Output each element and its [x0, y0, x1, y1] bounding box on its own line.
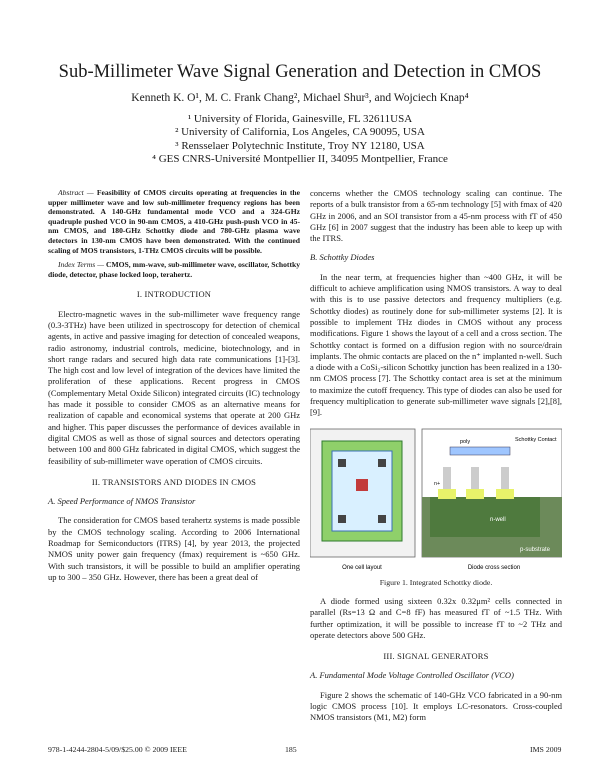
index-terms-label: Index Terms —: [58, 260, 104, 270]
n-well-cross-section: [430, 497, 540, 537]
nmos-paragraph: The consideration for CMOS based terahertz systems is made possible by the CMOS technology scaling. According to 2006 International Roadmap for Semiconductors (ITRS) [4], by year 2013, the projected NMOS unity power gain frequency (fmax) requirement is ~650 GHz. With such transistors, it will be possible to build an amplifier operating up to 300 – 350 GHz. However, there has been a great deal of: [48, 515, 300, 582]
right-column: [310, 188, 562, 732]
author-list: Kenneth K. O¹, M. C. Frank Chang², Michael Shur³, and Wojciech Knap⁴: [131, 92, 469, 104]
section-heading: III. SIGNAL GENERATORS: [383, 651, 489, 662]
subsection-heading: B. Schottky Diodes: [310, 252, 375, 263]
n-plus-label: n+: [434, 480, 441, 487]
n-well-label: n-well: [490, 516, 506, 523]
affiliation-1: ¹ University of Florida, Gainesville, FL 32611USA: [187, 113, 413, 125]
schottky-contact-label: Schottky Contact: [515, 436, 557, 443]
page-number: 185: [285, 745, 297, 754]
subsection-heading: A. Fundamental Mode Voltage Controlled Oscillator (VCO): [310, 670, 514, 681]
left-column: [48, 188, 300, 591]
figure-1: [310, 427, 562, 575]
footer-conference: IMS 2009: [530, 745, 562, 754]
affiliation-4: ⁴ GES CNRS-Université Montpellier II, 34095 Montpellier, France: [152, 152, 448, 165]
footer-copyright: 978-1-4244-2804-5/09/$25.00 © 2009 IEEE: [48, 745, 187, 754]
abstract: [48, 188, 300, 255]
vco-paragraph: Figure 2 shows the schematic of 140-GHz VCO fabricated in a 90-nm logic CMOS process [10]. It employs LC-resonators. Cross-coupled NMOS transistors (M1, M2) form: [310, 689, 562, 723]
intro-paragraph: Electro-magnetic waves in the sub-millimeter wave frequency range (0.3-3THz) have been utilized in spectroscopy for detection of chemical agents, in active and passive imaging for detection of concealed weapons, radio astronomy, industrial controls, medicine, biotechnology, and in short range radars and secured high data rate communications [1]-[3]. The high cost and low level of integration of the devices have limited the proliferation of these applications. Recent progress in CMOS (Complementary Metal Oxide Silicon) integrated circuits (IC) technology has made it possible to consider CMOS as an alternative means for realization of capable and economical systems that operate at 200 GHz and higher. This paper discusses the performance of devices available in digital CMOS as well as those of signal sources and detectors operating between 100 and 800 GHz fabricated in digital CMOS, which suggest the feasibility of sub-millimeter wave operation of CMOS circuits.: [48, 308, 300, 466]
layout-label: One cell layout: [342, 564, 382, 571]
cross-section-label: Diode cross section: [467, 564, 521, 571]
subsection-heading: A. Speed Performance of NMOS Transistor: [48, 496, 196, 507]
schottky-contact-square: [356, 479, 368, 491]
section-heading: II. TRANSISTORS AND DIODES IN CMOS: [91, 476, 257, 487]
affiliations: [0, 113, 600, 166]
diode-paragraph: A diode formed using sixteen 0.32x 0.32μm² cells connected in parallel (Rs=13 Ω and C=8 fF) has measured fT of ~1.5 THz. With further optimization, it will be possible to increase fT to ~2 THz and operate detectors above 500 GHz.: [310, 595, 562, 640]
abstract-text: Feasibility of CMOS circuits operating at frequencies in the upper millimeter wave and low sub-millimeter frequency regions has been demonstrated. A 140-GHz fundamental mode VCO and a 324-GHz quadruple pushed VCO in 90-nm CMOS, a 410-GHz push-push VCO in 45-nm CMOS, and 180-GHz Schottky diode and 780-GHz plasma wave detectors in 130-nm CMOS have been demonstrated. With the continued scaling of MOS transistors, 1-THz CMOS circuits will be possible.: [48, 188, 301, 255]
schottky-paragraph: In the near term, at frequencies higher than ~400 GHz, it will be difficult to achieve amplification using NMOS transistors. A way to deal with this is to use passive detectors and frequency multipliers (e.g. Schottky diodes) as routinely done for sub-millimeter systems [2]. It is possible to implement THz diodes in CMOS without any process modifications. Figure 1 shows the layout of a cell and a cross section. The Schottky contact is formed on a diffusion region with no source/drain implants. The ohmic contacts are placed on the n⁺ implanted n-well. Such a diode with a CoSi₂-silicon Schottky junction has been realized in a 130-nm CMOS process [7]. The Schottky contact area is set at the minimum to maximize the cutoff frequency. This type of diodes can also be used for frequency multiplication to generate sub-millimeter wave signals [2],[8],[9].: [310, 271, 562, 418]
index-terms-text: CMOS, mm-wave, sub-millimeter wave, oscillator, Schottky diode, detector, phase locked loop, terahertz.: [48, 260, 300, 279]
figure-caption: Figure 1. Integrated Schottky diode.: [379, 577, 493, 587]
poly-label: poly: [460, 438, 471, 445]
p-substrate-label: p-substrate: [520, 546, 551, 553]
paper-title: Sub-Millimeter Wave Signal Generation and Detection in CMOS: [58, 62, 542, 82]
affiliation-2: ² University of California, Los Angeles, CA 90095, USA: [175, 126, 425, 139]
abstract-label: Abstract —: [58, 188, 94, 197]
schottky-diode-figure: [310, 427, 562, 575]
index-terms: [48, 260, 300, 279]
continued-paragraph: concerns whether the CMOS technology scaling can continue. The reports of a bulk transistor from a 65-nm technology [5] with fmax of 420 GHz in 2006, and an SOI transistor from a 45-nm process with fT of 450 GHz [6] in 2007 suggest that the industry has been able to keep up with the ITRS.: [310, 188, 562, 244]
section-heading: I. INTRODUCTION: [136, 289, 212, 300]
affiliation-3: ³ Rensselaer Polytechnic Institute, Troy NY 12180, USA: [175, 139, 425, 152]
